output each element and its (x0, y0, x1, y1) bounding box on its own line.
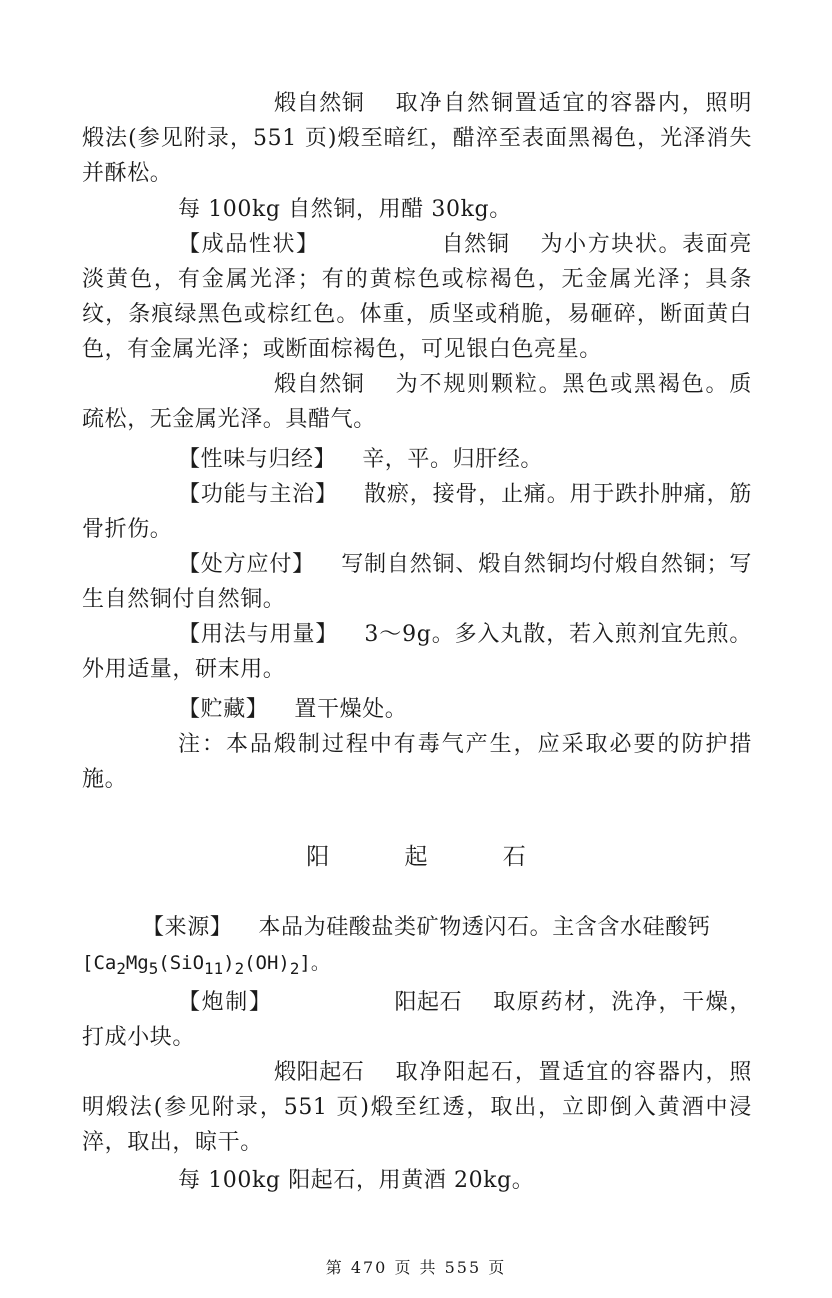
paragraph-text: 为不规则颗粒。黑色或黑褐色。质疏松，无金属光泽。具醋气。 (82, 372, 752, 432)
section-label: 【来源】 (142, 915, 233, 940)
section-label: 【炮制】 (178, 990, 273, 1015)
section-label: 【性味与归经】 (178, 447, 337, 472)
paragraph-calcined-description (82, 367, 752, 437)
paragraph-text: 取原药材，洗净，干燥，打成小块。 (82, 990, 752, 1050)
paragraph-usage-dosage (82, 617, 752, 687)
paragraph-storage (82, 692, 752, 727)
item-name: 阳起石 (394, 990, 463, 1015)
paragraph-source (82, 910, 752, 986)
section-label: 【贮藏】 (178, 697, 269, 722)
paragraph-wine-ratio: 每 100kg 阳起石，用黄酒 20kg。 (178, 1168, 535, 1193)
item-name: 煅自然铜 (274, 372, 365, 397)
section-label: 【功能与主治】 (178, 482, 338, 507)
paragraph-text: 取净自然铜置适宜的容器内，照明煅法(参见附录，551 页)煅至暗红，醋淬至表面黑褐色，光泽消失并酥松。 (82, 91, 752, 186)
paragraph-vinegar-ratio: 每 100kg 自然铜，用醋 30kg。 (178, 197, 512, 222)
section-label: 【用法与用量】 (178, 622, 339, 647)
item-name: 自然铜 (441, 232, 510, 257)
paragraph-function-indication (82, 477, 752, 547)
chemical-formula: $[Ca_2Mg_5(SiO_{11})_2(OH)_2]$。 (82, 952, 330, 978)
paragraph-processing (82, 985, 752, 1055)
paragraph-calcined-pyrite-method (82, 86, 752, 191)
item-name: 煅阳起石 (274, 1060, 365, 1085)
paragraph-text: 辛，平。归肝经。 (362, 447, 544, 472)
item-name: 煅自然铜 (274, 91, 365, 116)
monograph-title: 阳 起 石 (306, 844, 560, 870)
paragraph-text: 散瘀，接骨，止痛。用于跌扑肿痛，筋骨折伤。 (82, 482, 753, 542)
page-number: 第 470 页 共 555 页 (325, 1258, 507, 1277)
paragraph-product-properties (82, 227, 752, 367)
paragraph-text: 为小方块状。表面亮淡黄色，有金属光泽；有的黄棕色或棕褐色，无金属光泽；具条纹，条痕绿黑色或棕红色。体重，质坚或稍脆，易砸碎，断面黄白色，有金属光泽；或断面棕褐色，可见银白色亮星。 (82, 232, 752, 362)
paragraph-note: 注：本品煅制过程中有毒气产生，应采取必要的防护措施。 (82, 732, 752, 792)
paragraph-prescription (82, 547, 752, 617)
paragraph-text: 置干燥处。 (294, 697, 408, 722)
paragraph-text: 写制自然铜、煅自然铜均付煅自然铜；写生自然铜付自然铜。 (82, 552, 752, 612)
section-label: 【成品性状】 (178, 232, 320, 257)
paragraph-text: 本品为硅酸盐类矿物透闪石。主含含水硅酸钙 (258, 915, 711, 940)
section-label: 【处方应付】 (178, 552, 315, 577)
paragraph-nature-meridian (82, 442, 752, 477)
paragraph-text: 3～9g。多入丸散，若入煎剂宜先煎。外用适量，研末用。 (82, 622, 752, 682)
paragraph-calcined-actinolite-method (82, 1055, 752, 1160)
paragraph-text: 取净阳起石，置适宜的容器内，照明煅法(参见附录，551 页)煅至红透，取出，立即倒入黄酒中浸淬，取出，晾干。 (82, 1060, 752, 1155)
